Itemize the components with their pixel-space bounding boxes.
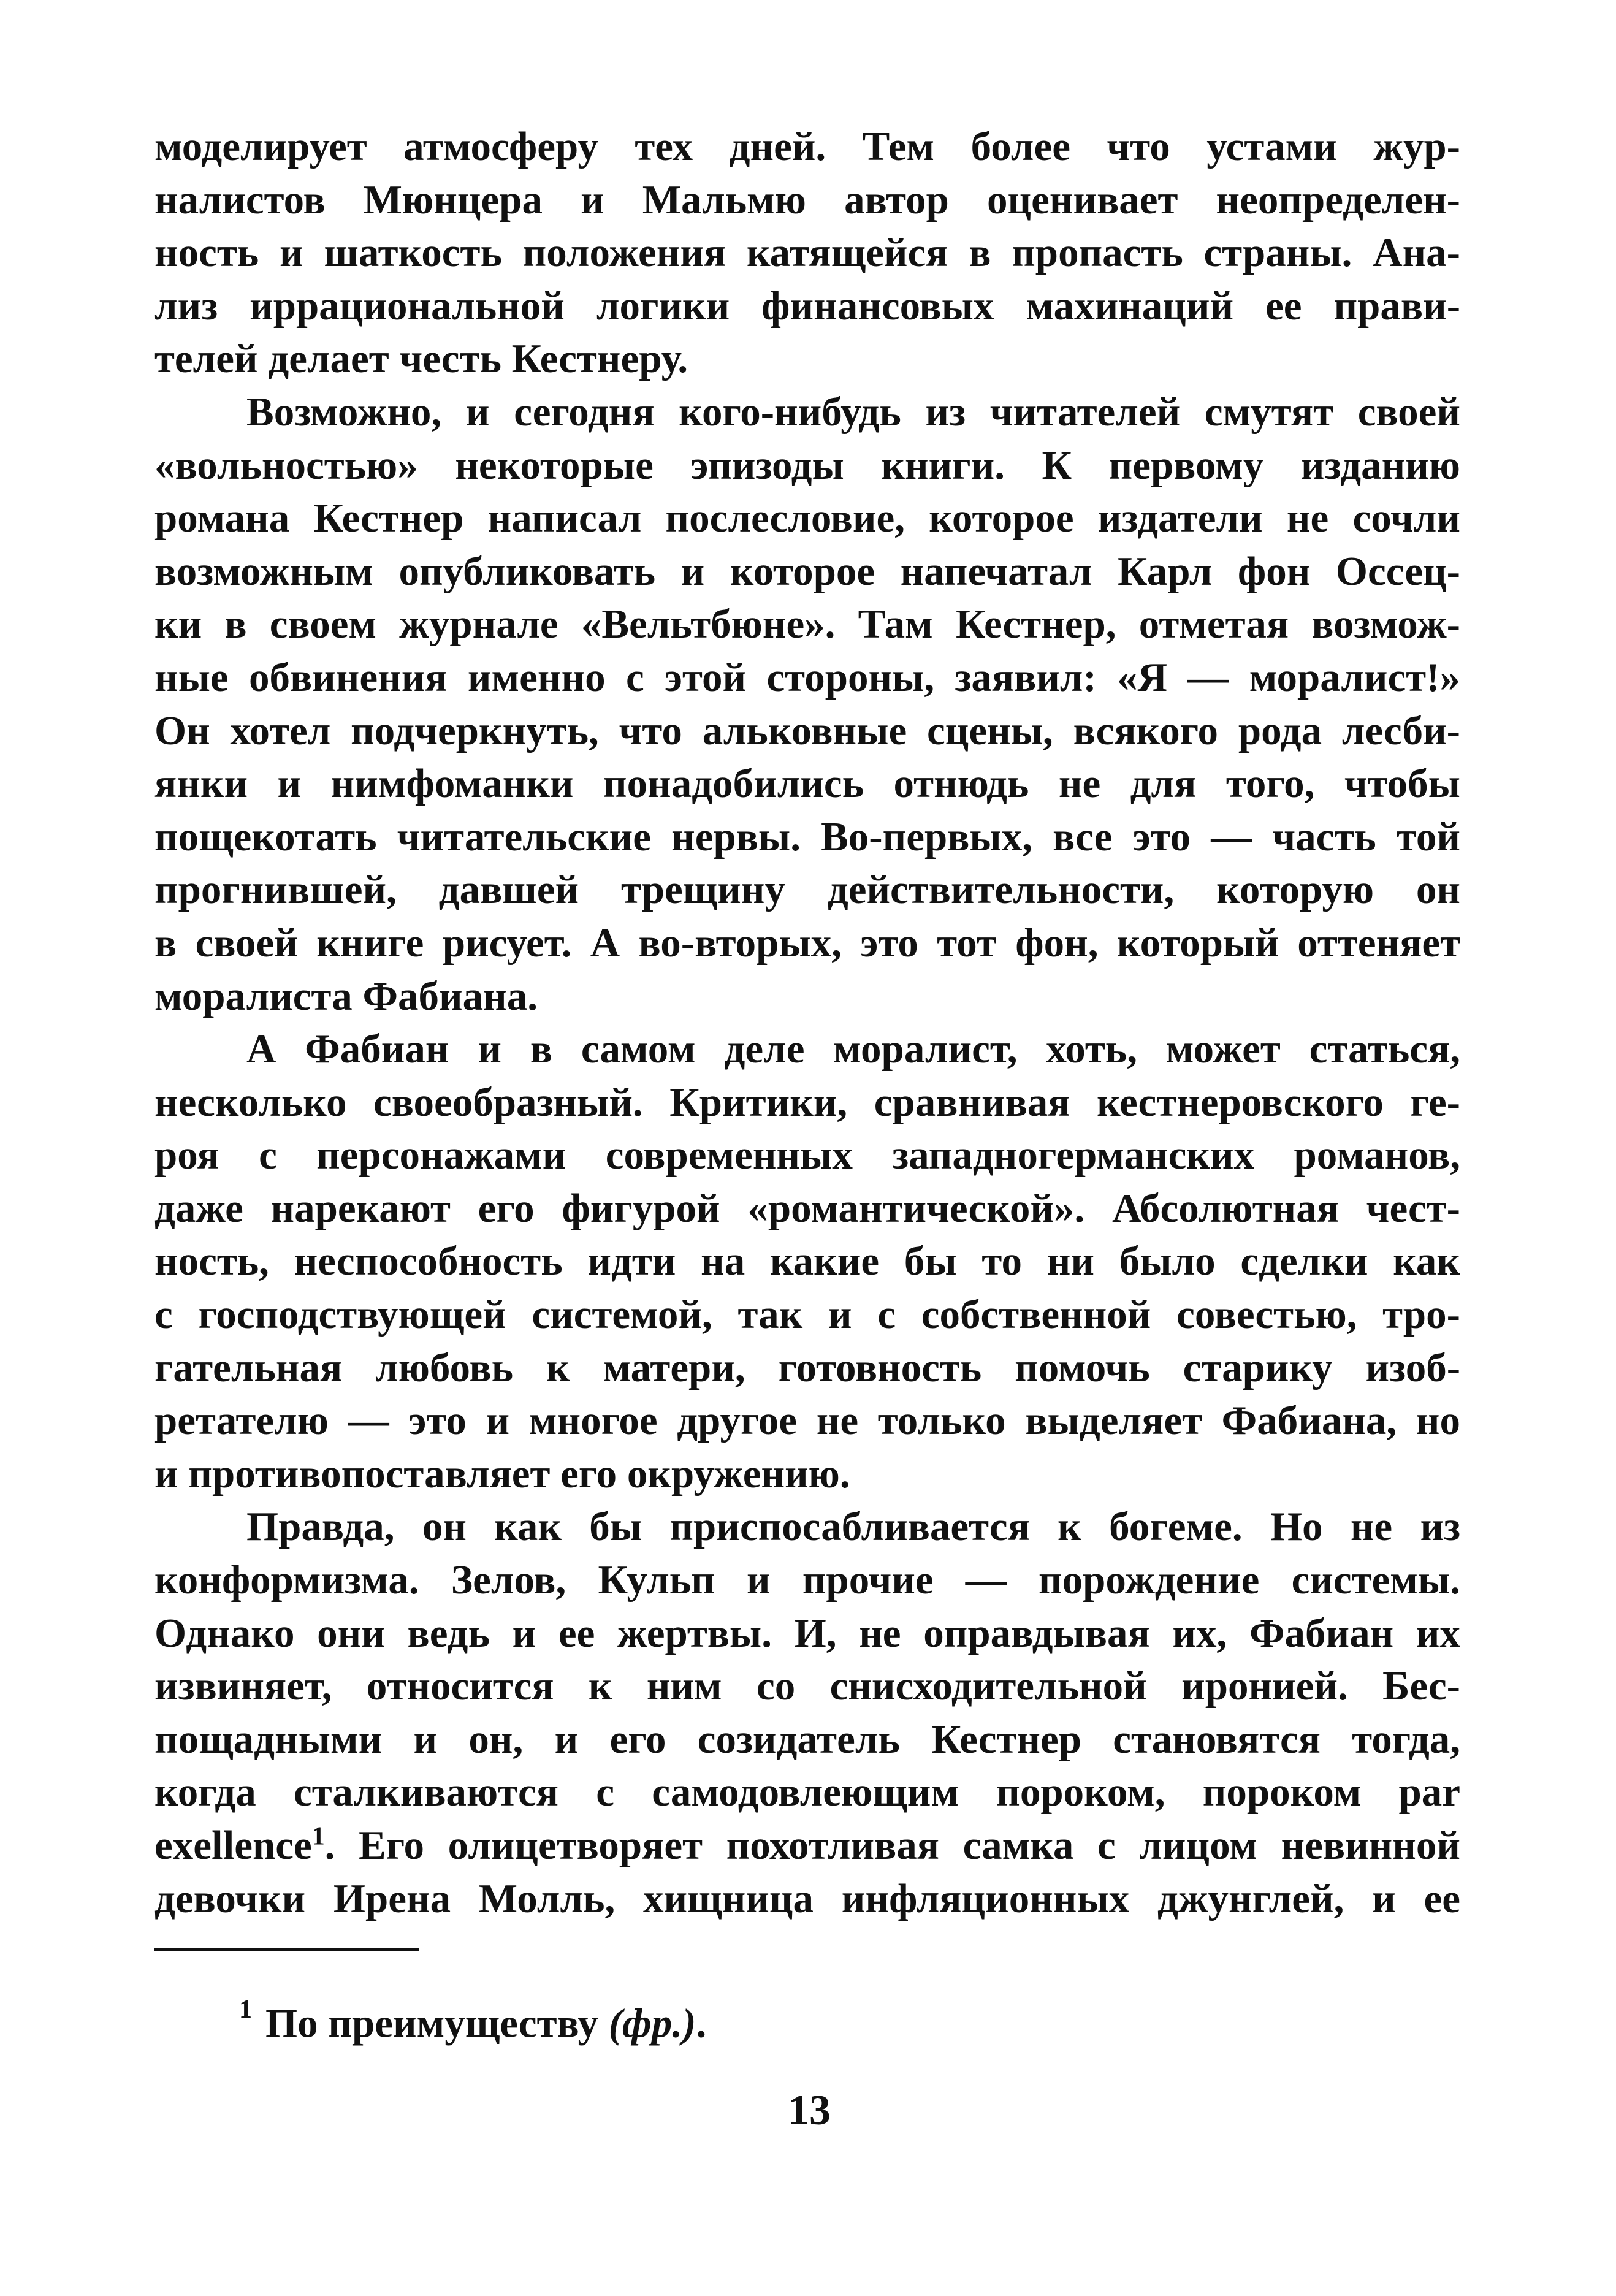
text-line: «вольностью» некоторые эпизоды книги. К первому изданию — [154, 442, 1460, 488]
text-line: конформизма. Зелов, Кульп и прочие — порождение системы. — [154, 1557, 1460, 1603]
text-line: Он хотел подчеркнуть, что альковные сцены, всякого рода лесби- — [154, 707, 1460, 753]
text-line: моралиста Фабиана. — [154, 973, 538, 1019]
text-line: роя с персонажами современных западногерманских романов, — [154, 1132, 1460, 1178]
body-text — [154, 120, 1460, 1925]
text-line: Правда, он как бы приспосабливается к богеме. Но не из — [246, 1504, 1460, 1550]
footnote-divider — [154, 1948, 419, 1951]
text-line: Однако они ведь и ее жертвы. И, не оправдывая их, Фабиан их — [154, 1610, 1460, 1656]
footnote — [239, 1988, 706, 2050]
text-line: и противопоставляет его окружению. — [154, 1451, 850, 1497]
text-line: в своей книге рисует. А во-вторых, это тот фон, который оттеняет — [154, 920, 1460, 966]
text-line: когда сталкиваются с самодовлеющим пороком, пороком par — [154, 1769, 1460, 1815]
text-line: телей делает честь Кестнеру. — [154, 336, 688, 382]
text-line: моделирует атмосферу тех дней. Тем более что устами жур- — [154, 124, 1460, 169]
footnote-end: . — [696, 2000, 707, 2046]
text-line: ность и шаткость положения катящейся в пропасть страны. Ана- — [154, 230, 1460, 276]
text-line: девочки Ирена Молль, хищница инфляционных джунглей, и ее — [154, 1875, 1460, 1921]
text-line: ные обвинения именно с этой стороны, заявил: «Я — моралист!» — [154, 654, 1460, 700]
text-fragment: exellence — [154, 1823, 312, 1868]
text-line: с господствующей системой, так и с собственной совестью, тро- — [154, 1292, 1460, 1338]
text-line: несколько своеобразный. Критики, сравнивая кестнеровского ге- — [154, 1079, 1460, 1125]
text-line: А Фабиан и в самом деле моралист, хоть, может статься, — [246, 1026, 1460, 1072]
text-line: ность, неспособность идти на какие бы то ни было сделки как — [154, 1238, 1460, 1284]
text-line: ретателю — это и многое другое не только выделяет Фабиана, но — [154, 1398, 1460, 1444]
text-fragment: . Его олицетворяет похотливая самка с лицом невинной — [324, 1823, 1460, 1868]
text-line: Возможно, и сегодня кого-нибудь из читателей смутят своей — [246, 389, 1460, 435]
text-line: романа Кестнер написал послесловие, которое издатели не сочли — [154, 495, 1460, 541]
footnote-marker: 1 — [239, 1996, 252, 2024]
footnote-reference: 1 — [311, 1822, 325, 1851]
page-number: 13 — [788, 2087, 831, 2134]
text-line: янки и нимфоманки понадобились отнюдь не для того, чтобы — [154, 761, 1460, 807]
footnote-italic: (фр.) — [608, 2000, 696, 2046]
text-line: даже нарекают его фигурой «романтической». Абсолютная чест- — [154, 1185, 1460, 1231]
text-line: гательная любовь к матери, готовность помочь старику изоб- — [154, 1344, 1460, 1390]
text-line: прогнившей, давшей трещину действительности, которую он — [154, 867, 1460, 913]
footnote-text: По преимуществу — [265, 2000, 609, 2046]
text-line: лиз иррациональной логики финансовых махинаций ее прави- — [154, 283, 1460, 329]
text-line: извиняет, относится к ним со снисходительной иронией. Бес- — [154, 1663, 1460, 1709]
text-line: ки в своем журнале «Вельтбюне». Там Кестнер, отметая возмож- — [154, 601, 1460, 647]
text-line: налистов Мюнцера и Мальмю автор оценивает неопределен- — [154, 177, 1460, 223]
text-line: пощекотать читательские нервы. Во-первых, все это — часть той — [154, 814, 1460, 860]
text-line: пощадными и он, и его созидатель Кестнер становятся тогда, — [154, 1716, 1460, 1762]
text-line-with-footnote-ref — [154, 1819, 1460, 1872]
text-line: возможным опубликовать и которое напечатал Карл фон Оссец- — [154, 548, 1460, 594]
